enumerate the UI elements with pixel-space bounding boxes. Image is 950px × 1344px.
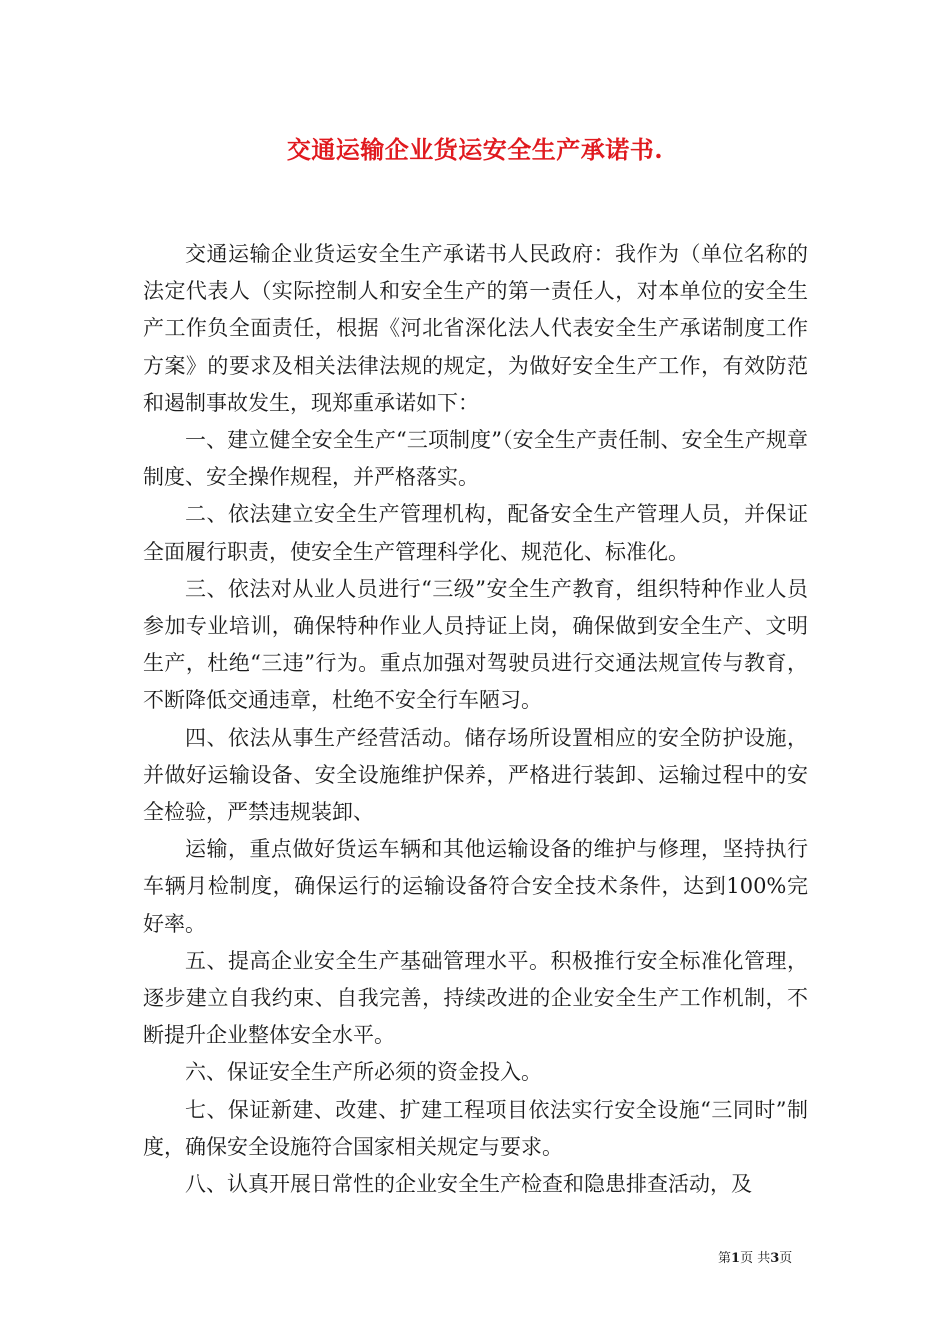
paragraph-intro: 交通运输企业货运安全生产承诺书人民政府：我作为（单位名称的法定代表人（实际控制人和安全生产的第一责任人，对本单位的安全生产工作负全面责任，根据《河北省深化法人代表安全生产承诺制度工作方案》的要求及相关法律法规的规定，为做好安全生产工作，有效防范和遏制事故发生，现郑重承诺如下： bbox=[143, 242, 808, 415]
paragraph-item-1: 一、建立健全安全生产“三项制度”（安全生产责任制、安全生产规章制度、安全操作规程，并严格落实。 bbox=[143, 428, 808, 490]
total-page-count: 3 bbox=[770, 1251, 780, 1266]
paragraph-item-4-continued: 运输，重点做好货运车辆和其他运输设备的维护与修理，坚持执行车辆月检制度，确保运行的运输设备符合安全技术条件，达到100%完好率。 bbox=[143, 837, 808, 936]
footer-prefix: 第 bbox=[718, 1251, 732, 1266]
footer-middle: 页 共 bbox=[740, 1251, 771, 1266]
paragraph-item-7: 七、保证新建、改建、扩建工程项目依法实行安全设施“三同时”制度，确保安全设施符合国家相关规定与要求。 bbox=[143, 1097, 808, 1159]
paragraph-item-6: 六、保证安全生产所必须的资金投入。 bbox=[185, 1060, 542, 1085]
document-title: 交通运输企业货运安全生产承诺书. bbox=[286, 135, 664, 164]
paragraph-item-2: 二、依法建立安全生产管理机构，配备安全生产管理人员，并保证全面履行职责，使安全生产管理科学化、规范化、标准化。 bbox=[143, 502, 808, 564]
paragraph-item-8: 八、认真开展日常性的企业安全生产检查和隐患排查活动，及 bbox=[185, 1172, 752, 1197]
footer-suffix: 页 bbox=[779, 1251, 793, 1266]
paragraph-item-3: 三、依法对从业人员进行“三级”安全生产教育，组织特种作业人员参加专业培训，确保特种作业人员持证上岗，确保做到安全生产、文明生产，杜绝“三违”行为。重点加强对驾驶员进行交通法规宣传与教育，不断降低交通违章，杜绝不安全行车陋习。 bbox=[143, 576, 808, 713]
current-page-number: 1 bbox=[731, 1251, 741, 1266]
paragraph-item-5: 五、提高企业安全生产基础管理水平。积极推行安全标准化管理，逐步建立自我约束、自我完善，持续改进的企业安全生产工作机制，不断提升企业整体安全水平。 bbox=[143, 948, 808, 1048]
paragraph-item-4: 四、依法从事生产经营活动。储存场所设置相应的安全防护设施，并做好运输设备、安全设施维护保养，严格进行装卸、运输过程中的安全检验，严禁违规装卸、 bbox=[143, 725, 808, 825]
document-body bbox=[143, 236, 808, 1203]
page-number-footer bbox=[718, 1247, 792, 1266]
